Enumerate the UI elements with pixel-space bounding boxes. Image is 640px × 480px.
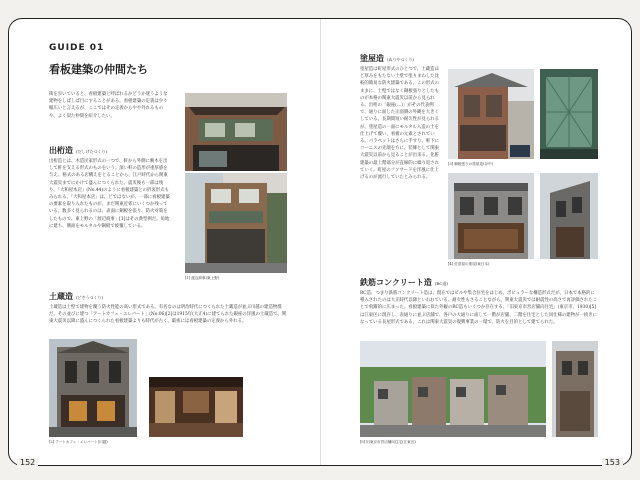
rc-body: RC造、つまり鉄筋コンクリート造は、現在ではビルや集合住宅をはじめ、ポピュラーな構造形式だが、日本で本格的に導入されたのは大正時代以降といわれている。耐火性もさることながら、関東大震災では耐震性の高さで再評価されたことで飛躍的に広まった。看板建築に似た外観のRC造もいくつか存在する。「旧東京市営店舗向住宅」(東京市、1930)[5]は江東区に現存し、表通りに並ぶ店舗で、各戸の大通りに面して一階が店舗、二階を住宅とした同仕様の建物が一続きになっている長屋形式である。これは関東大震災の復興事業の一環で、防火を目的として建てられた。 — [360, 291, 598, 325]
rc-section — [360, 277, 598, 326]
photo-sakuraya — [448, 173, 534, 259]
right-page — [320, 19, 631, 465]
photo-art-cafe-interior — [149, 377, 243, 437]
left-page — [9, 19, 320, 465]
mise-body: 塗屋造は町屋形式のひとつで、土蔵造ほど厚みをもたない土壁で塗りまわした比較的簡易な防火建築である。この形式のままに、土壁ではなく銅板張りとしたものが本格の関東大震災以前から見られる。出桁の「銀座(…)」がその代表例で、通りに面した正面側の外観を大きくしている。長期間短い耐久性が見られるが、塗屋造の一面にモルタル入造の土を仕上げて覆い、看板の元素とされている。パラペットはさらに手すり、軒下にコーニスの先端を方に、装飾として関東大震災以前から見ることが出来る。化粧建築の最上階部分が直線的に繰り返されていく。町屋のファサードを洋風に仕上げるのが流行していたとみられる。 — [360, 67, 440, 181]
photo2-caption: [2] アートカフェ・エレバート(川越) — [49, 440, 108, 444]
photo-rc-rowhouses — [360, 341, 546, 437]
photo-watanabe-lower — [185, 173, 287, 273]
photo1-caption: [1] 渡辺商事(東上野) — [185, 276, 220, 280]
dozo-section — [49, 291, 287, 326]
photo-watanabe-upper — [185, 93, 287, 171]
guide-label: GUIDE 01 — [49, 43, 105, 53]
photo5-caption: [5] 旧東京市営店舗向住宅(江東区) — [360, 440, 416, 444]
photo-rc-detail — [552, 341, 598, 437]
photo4-caption: [4] 佐倉屋の塗屋(東日本) — [448, 262, 490, 266]
photo3-caption: [3] 銅板張りの塗屋造(谷中) — [448, 162, 493, 166]
photo-copper-detail — [540, 69, 598, 159]
rc-heading: 鉄筋コンクリート造 (RC造) — [360, 277, 449, 287]
mise-heading: 塗屋造 (ぬりやづくり) — [360, 53, 415, 63]
dashi-heading: 出桁造 (だしげたづくり) — [49, 145, 108, 155]
page-title: 看板建築の仲間たち — [49, 63, 148, 76]
mise-section — [360, 53, 440, 181]
page-number-right: 153 — [602, 458, 623, 467]
photo-copper-nuriya — [448, 69, 534, 159]
dozo-heading: 土蔵造 (どぞうづくり) — [49, 291, 104, 301]
intro-paragraph: 街を歩いていると、看板建築と呼ばれるかどうか迷うような建物をしばしば目にすることがある。看板建築の定義は少々幅広いと言えるが、ここではその定義からやや外れるものや、よく似た仲間を紹介したい。 — [49, 92, 168, 119]
dashi-body: 出桁造とは、木造民家形式の一つで、軒から外側に腕木を出して軒を支える形式のものをいう。深い軒の造形が重厚感を与え、格式のある店構えをとることから、江戸時代から関東大震災までにかけて盛んにつくられた。震災後も一部は残り、「大和屋本店」(No.44)のように看板建築との折衷形式もみられる。「大和屋本店」は、どではないが、一部に看板建築の要素を取り入れたものが、まだ関東近郊にいくつか残っている。数多く見られるのは、表面に銅板を張り、防火対策をしたもので、東上野の「渡辺商事」[1]はその典型例だ。角地に建ち、側面をモルタルや銅板で被覆している。 — [49, 159, 170, 229]
page-number-left: 152 — [17, 458, 38, 467]
dozo-body: 土蔵造は土壁で建物を覆う防火性能の高い形式である。有名なのは明治時代につくられた土蔵造が並ぶ川越の建造物群だ。その並びに建つ「アートカフェ・エレバート」(No.06)[2]は1915年(大正4)に建てられた銀座の洋風の土蔵造で、関東大震災以降に盛んにつくられた看板建築よりも時代が古く、厳密には看板建築の定義から外れる。 — [49, 305, 287, 325]
dashi-section — [49, 145, 171, 230]
photo-art-cafe — [49, 339, 137, 437]
photo-sakuraya-side — [540, 173, 598, 259]
spread-frame — [8, 18, 632, 466]
